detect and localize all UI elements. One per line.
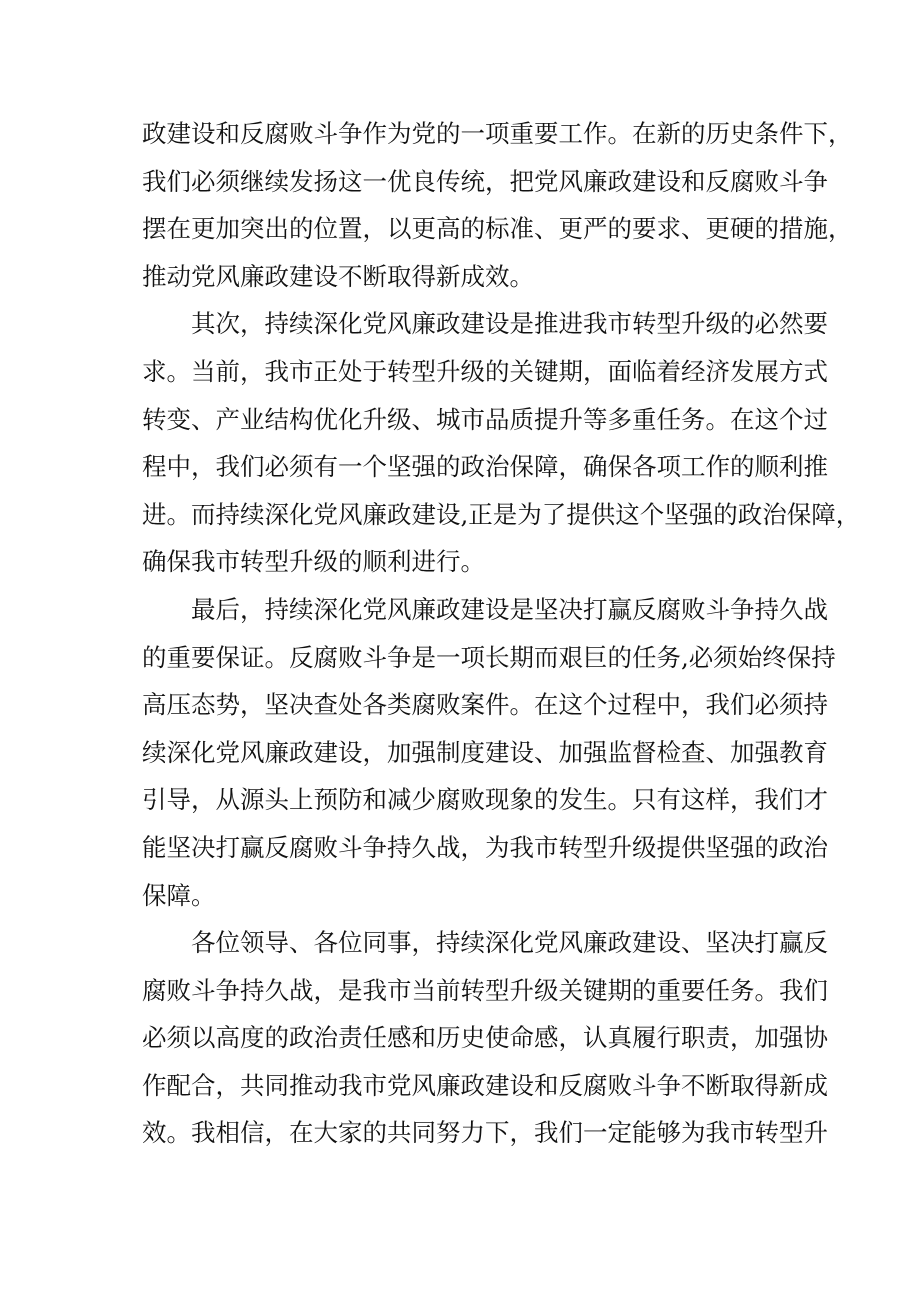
text-line: 转变、产业结构优化升级、城市品质提升等多重任务。在这个过 <box>142 404 828 434</box>
text-line: 确保我市转型升级的顺利进行。 <box>142 547 485 577</box>
text-line: 推动党风廉政建设不断取得新成效。 <box>142 261 534 291</box>
document-body <box>142 110 861 1157</box>
text-line: 我们必须继续发扬这一优良传统，把党风廉政建设和反腐败斗争 <box>142 166 828 196</box>
text-line: 政建设和反腐败斗争作为党的一项重要工作。在新的历史条件下， <box>142 119 853 148</box>
paragraph-first-line: 最后，持续深化党风廉政建设是坚决打赢反腐败斗争持久战 <box>191 594 828 624</box>
text-line: 续深化党风廉政建设，加强制度建设、加强监督检查、加强教育 <box>142 737 828 767</box>
text-line: 求。当前，我市正处于转型升级的关键期，面临着经济发展方式 <box>142 356 828 386</box>
text-line: 保障。 <box>142 880 216 910</box>
text-line: 腐败斗争持久战，是我市当前转型升级关键期的重要任务。我们 <box>142 975 828 1005</box>
text-line: 摆在更加突出的位置，以更高的标准、更严的要求、更硬的措施， <box>142 214 853 244</box>
paragraph-first-line: 其次，持续深化党风廉政建设是推进我市转型升级的必然要 <box>191 309 828 339</box>
text-line: 的重要保证。反腐败斗争是一项长期而艰巨的任务,必须始终保持 <box>142 642 836 672</box>
text-line: 必须以高度的政治责任感和历史使命感，认真履行职责，加强协 <box>142 1023 828 1053</box>
paragraph-first-line: 各位领导、各位同事，持续深化党风廉政建设、坚决打赢反 <box>191 928 828 958</box>
text-line: 高压态势，坚决查处各类腐败案件。在这个过程中，我们必须持 <box>142 690 828 720</box>
text-line: 引导，从源头上预防和减少腐败现象的发生。只有这样，我们才 <box>142 785 828 815</box>
text-line: 效。我相信，在大家的共同努力下，我们一定能够为我市转型升 <box>142 1118 828 1148</box>
text-line: 进。而持续深化党风廉政建设,正是为了提供这个坚强的政治保障， <box>142 499 861 529</box>
text-line: 程中，我们必须有一个坚强的政治保障，确保各项工作的顺利推 <box>142 452 828 482</box>
text-line: 作配合，共同推动我市党风廉政建设和反腐败斗争不断取得新成 <box>142 1070 828 1100</box>
text-line: 能坚决打赢反腐败斗争持久战，为我市转型升级提供坚强的政治 <box>142 832 828 862</box>
